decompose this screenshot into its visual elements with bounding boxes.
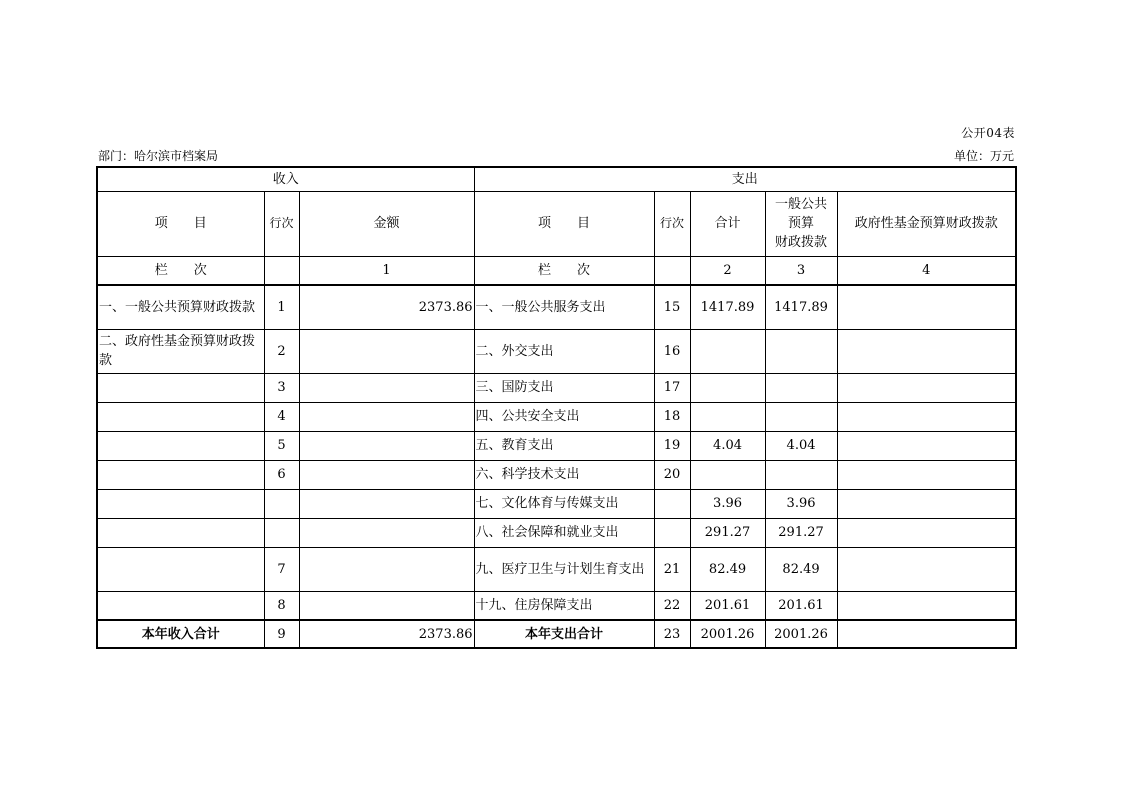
expenditure-general-budget-cell: 291.27 (765, 518, 837, 547)
income-amount-cell (299, 329, 474, 373)
expenditure-general-budget-cell: 3.96 (765, 489, 837, 518)
column-empty-cell (264, 256, 299, 285)
income-item-cell: 一、一般公共预算财政拨款 (97, 285, 264, 329)
fund-budget-header: 政府性基金预算财政拨款 (837, 191, 1016, 256)
income-total-line: 9 (264, 620, 299, 648)
expenditure-line-cell: 16 (654, 329, 690, 373)
expenditure-total-cell: 4.04 (690, 431, 765, 460)
expenditure-header: 支出 (474, 167, 1016, 191)
income-line-cell: 5 (264, 431, 299, 460)
expenditure-general-budget-cell: 82.49 (765, 547, 837, 591)
column-label-expenditure: 栏 次 (474, 256, 654, 285)
expenditure-item-cell: 三、国防支出 (474, 373, 654, 402)
expenditure-fund-budget-cell (837, 329, 1016, 373)
income-line-cell: 4 (264, 402, 299, 431)
expenditure-fund-budget-cell (837, 460, 1016, 489)
general-budget-header-line2: 预算 (788, 216, 815, 231)
table-row (97, 460, 1016, 489)
income-line-cell: 1 (264, 285, 299, 329)
income-item-cell (97, 489, 264, 518)
income-line-cell: 8 (264, 591, 299, 620)
expenditure-general-budget-cell (765, 402, 837, 431)
income-amount-cell (299, 373, 474, 402)
expenditure-total-cell (690, 329, 765, 373)
expenditure-fund-budget-cell (837, 285, 1016, 329)
expenditure-total-cell: 82.49 (690, 547, 765, 591)
expenditure-fund-budget-cell (837, 402, 1016, 431)
expenditure-total-fund (837, 620, 1016, 648)
expenditure-total-general: 2001.26 (765, 620, 837, 648)
expenditure-general-budget-cell (765, 329, 837, 373)
total-header: 合计 (690, 191, 765, 256)
expenditure-item-cell: 一、一般公共服务支出 (474, 285, 654, 329)
income-header: 收入 (97, 167, 474, 191)
expenditure-general-budget-cell (765, 460, 837, 489)
expenditure-fund-budget-cell (837, 547, 1016, 591)
unit-label: 单位：万元 (953, 149, 1014, 163)
expenditure-total-cell: 291.27 (690, 518, 765, 547)
expenditure-line-cell: 18 (654, 402, 690, 431)
income-item-cell (97, 402, 264, 431)
table-row (97, 547, 1016, 591)
table-row (97, 285, 1016, 329)
column-empty-cell (654, 256, 690, 285)
income-line-cell (264, 489, 299, 518)
expenditure-total-cell: 3.96 (690, 489, 765, 518)
table-row (97, 489, 1016, 518)
expenditure-fund-budget-cell (837, 431, 1016, 460)
expenditure-general-budget-cell: 1417.89 (765, 285, 837, 329)
expenditure-item-cell: 七、文化体育与传媒支出 (474, 489, 654, 518)
table-row (97, 431, 1016, 460)
column-number-4: 4 (837, 256, 1016, 285)
income-line-cell: 3 (264, 373, 299, 402)
expenditure-fund-budget-cell (837, 373, 1016, 402)
expenditure-line-cell (654, 518, 690, 547)
expenditure-item-cell: 八、社会保障和就业支出 (474, 518, 654, 547)
column-label-income: 栏 次 (97, 256, 264, 285)
expenditure-total-cell (690, 460, 765, 489)
table-row (97, 373, 1016, 402)
income-total-label: 本年收入合计 (97, 620, 264, 648)
expenditure-line-cell: 22 (654, 591, 690, 620)
expenditure-item-cell: 六、科学技术支出 (474, 460, 654, 489)
expenditure-general-budget-cell (765, 373, 837, 402)
income-total-amount: 2373.86 (299, 620, 474, 648)
expenditure-item-header: 项 目 (474, 191, 654, 256)
amount-header: 金额 (299, 191, 474, 256)
table-row (97, 591, 1016, 620)
expenditure-total-cell (690, 402, 765, 431)
department-label: 部门：哈尔滨市档案局 (98, 149, 219, 163)
income-amount-cell (299, 547, 474, 591)
income-amount-cell (299, 518, 474, 547)
income-item-cell (97, 373, 264, 402)
income-amount-cell (299, 489, 474, 518)
income-amount-cell (299, 431, 474, 460)
fiscal-appropriation-table (96, 166, 1017, 649)
income-item-cell: 二、政府性基金预算财政拨款 (97, 329, 264, 373)
expenditure-line-cell: 21 (654, 547, 690, 591)
expenditure-line-cell (654, 489, 690, 518)
expenditure-total-cell: 201.61 (690, 591, 765, 620)
income-item-cell (97, 518, 264, 547)
income-line-cell: 7 (264, 547, 299, 591)
data-rows (97, 285, 1016, 620)
income-amount-cell (299, 591, 474, 620)
income-amount-cell (299, 402, 474, 431)
income-item-cell (97, 547, 264, 591)
column-number-3: 3 (765, 256, 837, 285)
expenditure-item-cell: 四、公共安全支出 (474, 402, 654, 431)
expenditure-line-cell: 20 (654, 460, 690, 489)
table-row (97, 402, 1016, 431)
general-budget-header (765, 191, 837, 256)
expenditure-item-cell: 九、医疗卫生与计划生育支出 (474, 547, 654, 591)
expenditure-line-header: 行次 (654, 191, 690, 256)
income-line-cell (264, 518, 299, 547)
column-number-1: 1 (299, 256, 474, 285)
income-line-header: 行次 (264, 191, 299, 256)
expenditure-item-cell: 十九、住房保障支出 (474, 591, 654, 620)
expenditure-general-budget-cell: 4.04 (765, 431, 837, 460)
expenditure-general-budget-cell: 201.61 (765, 591, 837, 620)
income-item-cell (97, 431, 264, 460)
expenditure-line-cell: 19 (654, 431, 690, 460)
expenditure-total-label: 本年支出合计 (474, 620, 654, 648)
expenditure-line-cell: 15 (654, 285, 690, 329)
expenditure-total-sum: 2001.26 (690, 620, 765, 648)
expenditure-fund-budget-cell (837, 591, 1016, 620)
income-line-cell: 6 (264, 460, 299, 489)
column-number-2: 2 (690, 256, 765, 285)
table-row (97, 329, 1016, 373)
table-row (97, 518, 1016, 547)
form-code: 公开04表 (961, 126, 1015, 140)
expenditure-item-cell: 五、教育支出 (474, 431, 654, 460)
income-amount-cell: 2373.86 (299, 285, 474, 329)
income-line-cell: 2 (264, 329, 299, 373)
general-budget-header-line1: 一般公共 (775, 197, 828, 212)
general-budget-header-line3: 财政拨款 (775, 235, 828, 250)
income-item-cell (97, 591, 264, 620)
expenditure-total-line: 23 (654, 620, 690, 648)
expenditure-fund-budget-cell (837, 489, 1016, 518)
income-item-header: 项 目 (97, 191, 264, 256)
expenditure-fund-budget-cell (837, 518, 1016, 547)
income-item-cell (97, 460, 264, 489)
expenditure-line-cell: 17 (654, 373, 690, 402)
expenditure-item-cell: 二、外交支出 (474, 329, 654, 373)
income-amount-cell (299, 460, 474, 489)
expenditure-total-cell (690, 373, 765, 402)
expenditure-total-cell: 1417.89 (690, 285, 765, 329)
